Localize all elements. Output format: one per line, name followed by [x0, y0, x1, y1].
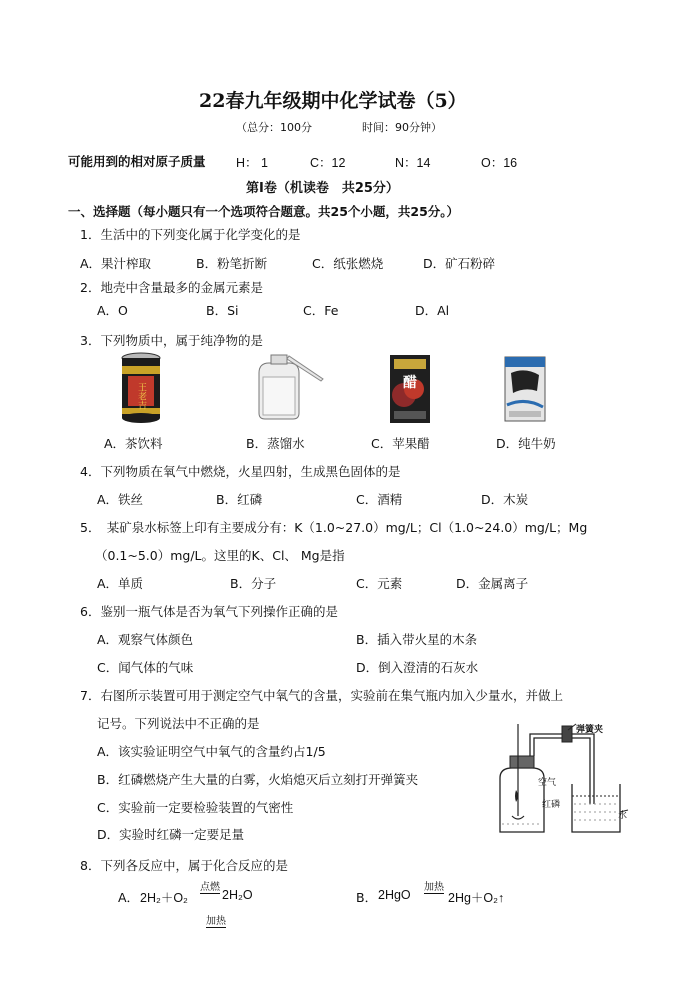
q1-option-b: B．粉笔折断 [196, 256, 268, 271]
label-red-phosphorus: 红磷 [542, 800, 561, 810]
q5-option-c: C．元素 [356, 576, 403, 591]
label-air: 空气 [538, 778, 557, 788]
q3-stem: 3．下列物质中，属于纯净物的是 [80, 333, 263, 348]
q7-option-b: B．红磷燃烧产生大量的白雾，火焰熄灭后立刻打开弹簧夹 [97, 772, 419, 787]
atomic-mass-label: 可能用到的相对原子质量 [68, 154, 206, 169]
total-score: （总分：100分 [236, 121, 312, 134]
q8-option-b-reactants: 2HgO [378, 888, 411, 902]
can-label-text: 王老吉 [136, 382, 146, 410]
q4-option-b: B．红磷 [216, 492, 263, 507]
q2-stem: 2．地壳中含量最多的金属元素是 [80, 280, 263, 295]
q3-option-b: B．蒸馏水 [246, 436, 305, 451]
q4-option-c: C．酒精 [356, 492, 403, 507]
q6-option-b: B．插入带火星的木条 [356, 632, 478, 647]
q8-extra-condition: 加热 [206, 912, 226, 928]
section1-title: 一、选择题（每小题只有一个选项符合题意。共25个小题，共25分。） [68, 204, 460, 219]
q4-option-d: D．木炭 [481, 492, 529, 507]
q1-option-c: C．纸张燃烧 [312, 256, 384, 271]
q1-stem: 1．生活中的下列变化属于化学变化的是 [80, 227, 301, 242]
q2-option-c: C．Fe [303, 303, 339, 318]
part1-title: 第Ⅰ卷（机读卷 共25分） [246, 181, 399, 196]
q6-stem: 6．鉴别一瓶气体是否为氧气下列操作正确的是 [80, 604, 338, 619]
water-bottle-image [253, 353, 327, 421]
q5-line1: 5． 某矿泉水标签上印有主要成分有：K（1.0~27.0）mg/L；Cl（1.0~24.0）mg/L；Mg [80, 520, 588, 535]
q8-option-a-product: 2H₂O [222, 888, 253, 902]
q8-option-a-condition: 点燃 [200, 878, 220, 894]
q6-option-d: D．倒入澄清的石灰水 [356, 660, 479, 675]
q5-option-a: A．单质 [97, 576, 144, 591]
q8-option-a-label: A． [118, 890, 140, 905]
q8-option-b-condition: 加热 [424, 878, 444, 894]
oxygen-apparatus-diagram [486, 720, 636, 840]
q2-option-b: B．Si [206, 303, 239, 318]
q3-option-d: D．纯牛奶 [496, 436, 556, 451]
q7-option-c: C．实验前一定要检验装置的气密性 [97, 800, 294, 815]
q4-stem: 4．下列物质在氧气中燃烧，火星四射，生成黑色固体的是 [80, 464, 401, 479]
exam-time: 时间：90分钟） [362, 121, 442, 134]
q1-option-a: A．果汁榨取 [80, 256, 152, 271]
q3-option-c: C．苹果醋 [371, 436, 430, 451]
q1-option-d: D．矿石粉碎 [423, 256, 496, 271]
q8-option-b-label: B． [356, 890, 378, 905]
q7-line2: 记号。下列说法中不正确的是 [97, 716, 260, 731]
label-spring-clip: 弹簧夹 [576, 725, 604, 735]
atomic-mass-h: H： 1 [236, 156, 268, 170]
q5-line2: （0.1~5.0）mg/L。这里的K、Cl、 Mg是指 [95, 548, 345, 563]
q3-option-a: A．茶饮料 [104, 436, 163, 451]
vinegar-box-image [388, 353, 432, 425]
milk-box-image [503, 353, 547, 425]
q8-option-a-reactants: 2H₂＋O₂ [140, 891, 188, 905]
q4-option-a: A．铁丝 [97, 492, 144, 507]
atomic-mass-o: O：16 [481, 156, 518, 170]
q8-option-b-products: 2Hg＋O₂↑ [448, 891, 505, 905]
page-title: 22春九年级期中化学试卷（5） [199, 90, 467, 112]
q2-option-a: A．O [97, 303, 128, 318]
label-water: 水 [618, 811, 628, 821]
atomic-mass-c: C：12 [310, 156, 346, 170]
q7-option-a: A．该实验证明空气中氧气的含量约占1/5 [97, 744, 326, 759]
q5-option-d: D．金属离子 [456, 576, 529, 591]
atomic-mass-n: N：14 [395, 156, 431, 170]
q6-option-c: C．闻气体的气味 [97, 660, 194, 675]
q5-option-b: B．分子 [230, 576, 277, 591]
q8-stem: 8．下列各反应中，属于化合反应的是 [80, 858, 288, 873]
q7-line1: 7．右图所示装置可用于测定空气中氧气的含量，实验前在集气瓶内加入少量水，并做上 [80, 688, 563, 703]
q6-option-a: A．观察气体颜色 [97, 632, 194, 647]
vinegar-label-text: 醋 [403, 375, 417, 391]
tea-can-image [119, 352, 163, 424]
q7-option-d: D．实验时红磷一定要足量 [97, 827, 245, 842]
q2-option-d: D．Al [415, 303, 450, 318]
